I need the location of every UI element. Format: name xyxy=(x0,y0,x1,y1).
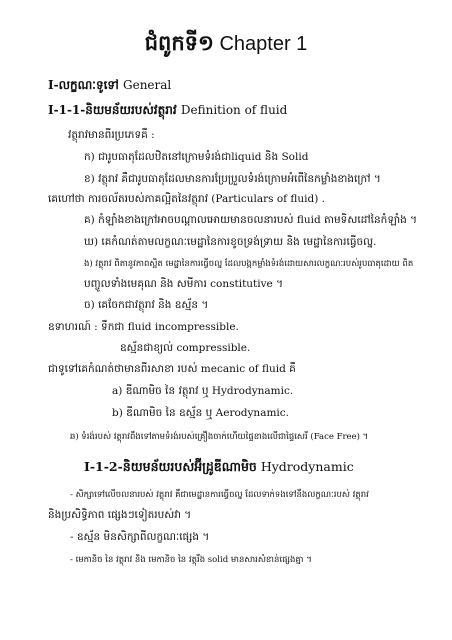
list-item-ka: ក) ជារូបធាតុដែលឋិតនៅក្រោមទំរង់ជាliquid និង Solid xyxy=(84,151,309,163)
list-item-kho: ឃ) គេកំណត់តាមលក្ខណៈមេដ្ឋានៃការខូចទ្រង់ទ្រាយ និង មេដ្ឋានៃការធ្វើចល្ន. xyxy=(84,236,377,248)
page-title-english: Chapter 1 xyxy=(219,33,308,55)
example-line: ឧស្ម័នជាខ្យល់ compressible. xyxy=(120,342,251,354)
section-heading-general: I-លក្ខណៈទូទៅ General xyxy=(48,78,172,92)
page-title xyxy=(0,30,452,61)
section-heading-hydrodynamic: I-1-2-និយមន័យរបស់អ៊ីដ្រូឌីណាមិច Hydrodynamic xyxy=(84,459,354,474)
list-item-ngo: ង) វត្ថុរាវ ពិតានូវភាពស្អិត មេដ្ឋានៃការធ្វើចល្ន ដែលបង្កកម្លាំងទំរង់ដោយសារលក្ខណៈរបស់រូបធាតុដោយ ពិត xyxy=(84,259,414,269)
bullet-item: - មេកានិច នៃ វត្ថុរាវ និង មេកានិច នៃ វត្ថុរឹង solid មានសារសំខាន់ផ្សេងគ្នា ។ xyxy=(70,555,312,565)
list-item-kha: ខ) វត្ថុរាវ គឺជារូបធាតុដែលមានការប្រែប្រួលទំរង់ក្រោមអំពើនៃកម្លាំងខាងក្រៅ ។ xyxy=(84,173,381,185)
section-heading-definition-of-fluid: I-1-1-និយមន័យរបស់វត្ថុរាវ Definition of fluid xyxy=(48,103,288,117)
list-item-continuation: បញ្ចូលទាំងមេគុណ និង សមីការ constitutive ។ xyxy=(84,278,284,290)
sub-item-a: a) ឌីណាមិច នៃ វត្ថុរាវ ឬ Hydrodynamic. xyxy=(112,385,294,397)
bullet-item: - ឧស្ម័ន មិនសិក្សាពីលក្ខណៈផ្សេង ។ xyxy=(70,531,210,543)
paragraph-line: ជាទូទៅគេកំណត់ថាមានពីរសាខា របស់ mecanic of fluid គឺ xyxy=(48,363,296,375)
page-title-khmer: ជំពូកទី១ xyxy=(144,32,214,55)
paragraph-line: - សិក្សាទៅលើចលនារបស់ វត្ថុរាវ គឺជាមេដ្ឋានការធ្វើចល្ន ដែលទាក់ទងទៅនឹងលក្ខណៈរបស់ វត្ថុរាវ xyxy=(70,490,369,500)
example-line: ឧទាហរណ៍ : ទឹកជា fluid incompressible. xyxy=(48,321,239,333)
paragraph-line: គេហៅថា ការចល័តរបស់ភាគល្អិតនៃវត្ថុរាវ (Particulars of fluid) . xyxy=(48,193,326,205)
sub-item-b: b) ឌីណាមិច នៃ ឧស្ម័ន ឬ Aerodynamic. xyxy=(112,407,289,419)
paragraph-line: វត្ថុរាវមានពីរប្រភេទគឺ : xyxy=(68,129,155,141)
list-item-cha: ច) គេចែកជាវត្ថុរាវ និង ឧស្ម័ន ។ xyxy=(84,299,209,311)
paragraph-line: និងប្រសិទ្ធិភាព ផ្សេងៗទៀតរបស់វា ។ xyxy=(48,509,192,521)
list-item-chho: ឆ) ទំរង់របស់ វត្ថុរាវពឹងទៅតាមទំរង់របស់គ្រឿងចាក់ហើយផ្ទៃខាងលើជាផ្ទៃសេរី (Face Free) ។ xyxy=(70,432,369,442)
list-item-ko: គ) កំឡាំងខាងក្រៅអាចបណ្តាលអោយមានចលនារបស់ fluid តាមទិសដៅនៃកំឡាំង ។ xyxy=(84,214,418,226)
